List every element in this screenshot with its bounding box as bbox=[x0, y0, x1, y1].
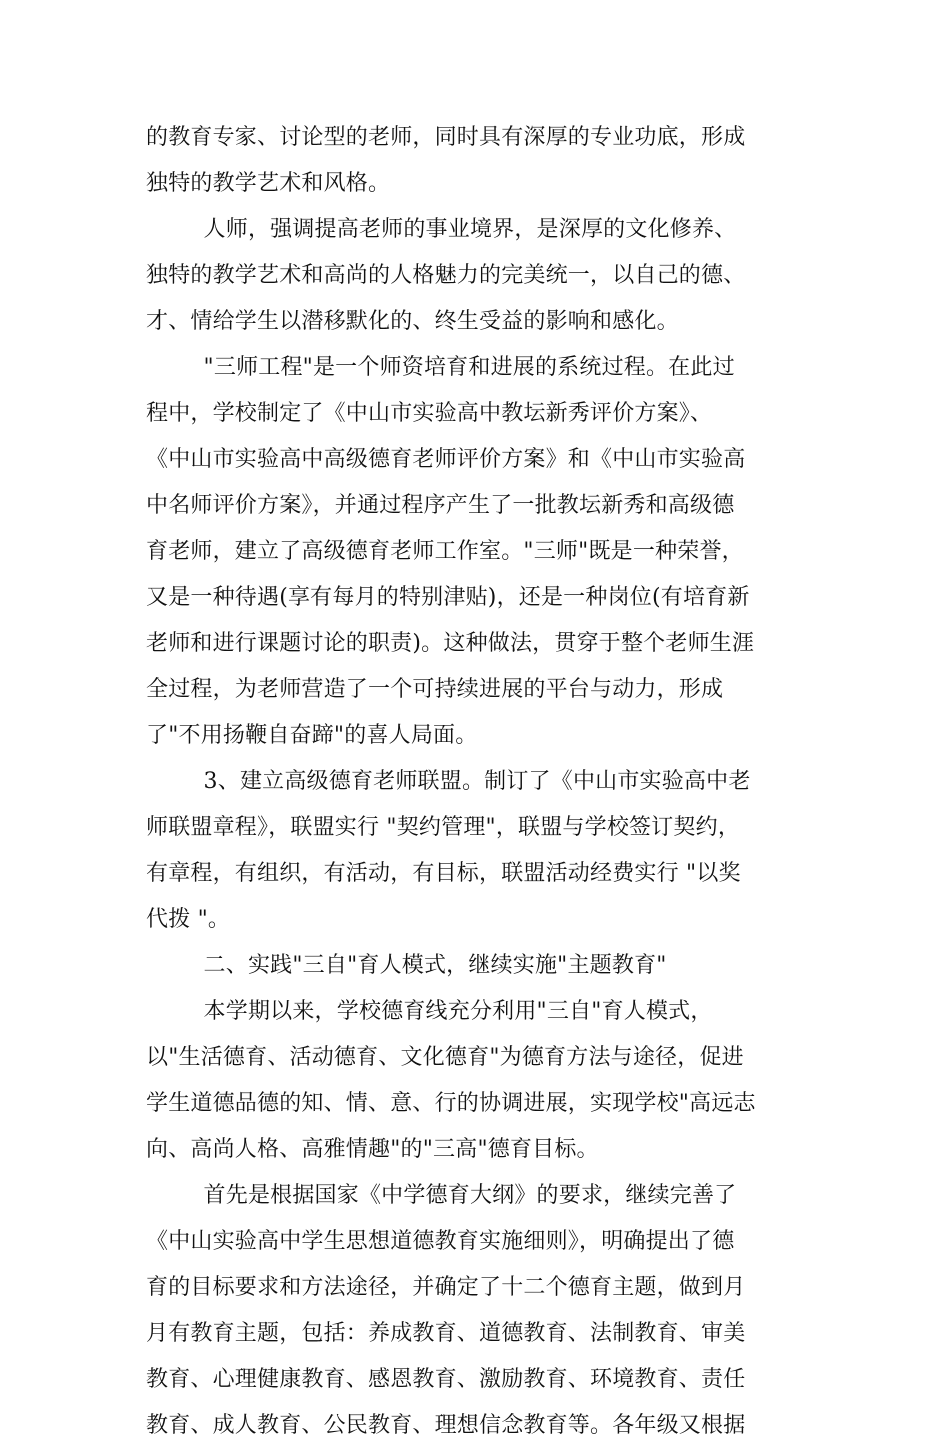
text-line: 中名师评价方案》，并通过程序产生了一批教坛新秀和高级德 bbox=[146, 493, 735, 518]
text-line: 全过程，为老师营造了一个可持续进展的平台与动力，形成 bbox=[146, 677, 724, 702]
text-line: 3、建立高级德育老师联盟。制订了《中山市实验高中老 bbox=[146, 769, 751, 794]
text-line: 二、实践"三自"育人模式，继续实施"主题教育" bbox=[146, 953, 667, 978]
text-line: 的教育专家、讨论型的老师，同时具有深厚的专业功底，形成 bbox=[146, 125, 746, 150]
text-line: 才、情给学生以潜移默化的、终生受益的影响和感化。 bbox=[146, 309, 679, 334]
text-line: 育老师，建立了高级德育老师工作室。"三师"既是一种荣誉， bbox=[146, 539, 744, 564]
text-line: 独特的教学艺术和高尚的人格魅力的完美统一，以自己的德、 bbox=[146, 263, 746, 288]
text-line: 以"生活德育、活动德育、文化德育"为德育方法与途径，促进 bbox=[146, 1045, 744, 1070]
text-line: 了"不用扬鞭自奋蹄"的喜人局面。 bbox=[146, 723, 478, 748]
body-text bbox=[146, 115, 806, 1449]
text-line: "三师工程"是一个师资培育和进展的系统过程。在此过 bbox=[146, 355, 735, 380]
text-line: 程中，学校制定了《中山市实验高中教坛新秀评价方案》、 bbox=[146, 401, 713, 426]
text-line: 人师，强调提高老师的事业境界，是深厚的文化修养、 bbox=[146, 217, 737, 242]
text-line: 教育、心理健康教育、感恩教育、激励教育、环境教育、责任 bbox=[146, 1367, 746, 1392]
text-line: 又是一种待遇(享有每月的特别津贴)，还是一种岗位(有培育新 bbox=[146, 585, 750, 610]
text-line: 代拨 "。 bbox=[146, 907, 231, 932]
text-line: 向、高尚人格、高雅情趣"的"三高"德育目标。 bbox=[146, 1137, 599, 1162]
text-line: 师联盟章程》，联盟实行 "契约管理"，联盟与学校签订契约， bbox=[146, 815, 741, 840]
text-line: 老师和进行课题讨论的职责)。这种做法，贯穿于整个老师生涯 bbox=[146, 631, 755, 656]
text-line: 《中山市实验高中高级德育老师评价方案》和《中山市实验高 bbox=[146, 447, 746, 472]
text-line: 独特的教学艺术和风格。 bbox=[146, 171, 391, 196]
text-line: 学生道德品德的知、情、意、行的协调进展，实现学校"高远志 bbox=[146, 1091, 756, 1116]
text-line: 教育、成人教育、公民教育、理想信念教育等。各年级又根据 bbox=[146, 1413, 746, 1438]
text-line: 首先是根据国家《中学德育大纲》的要求，继续完善了 bbox=[146, 1183, 737, 1208]
text-line: 有章程，有组织，有活动，有目标，联盟活动经费实行 "以奖 bbox=[146, 861, 741, 886]
text-line: 育的目标要求和方法途径，并确定了十二个德育主题，做到月 bbox=[146, 1275, 746, 1300]
text-line: 《中山实验高中学生思想道德教育实施细则》，明确提出了德 bbox=[146, 1229, 735, 1254]
text-line: 月有教育主题，包括：养成教育、道德教育、法制教育、审美 bbox=[146, 1321, 746, 1346]
text-line: 本学期以来，学校德育线充分利用"三自"育人模式， bbox=[146, 999, 713, 1024]
